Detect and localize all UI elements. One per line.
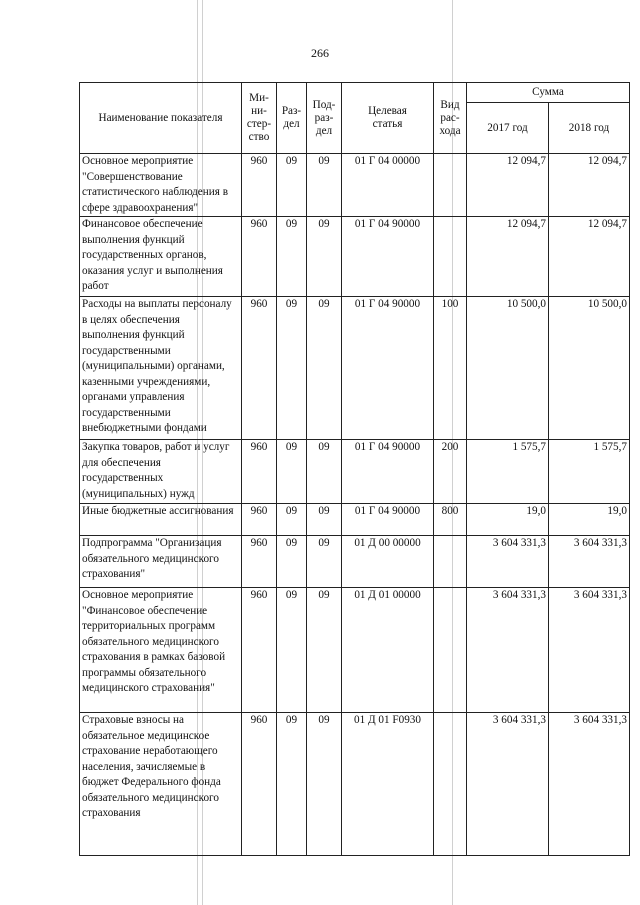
header-year-2018: 2018 год bbox=[549, 103, 630, 154]
row-name: Закупка товаров, работ и услуг для обеспечения государственных (муниципальных) нужд bbox=[80, 440, 242, 504]
row-subsection: 09 bbox=[307, 504, 342, 536]
row-sum-2017: 12 094,7 bbox=[467, 217, 549, 297]
table-row bbox=[80, 440, 630, 504]
row-section: 09 bbox=[277, 588, 307, 713]
row-subsection: 09 bbox=[307, 154, 342, 217]
table-row bbox=[80, 713, 630, 856]
row-ministry: 960 bbox=[242, 588, 277, 713]
row-target: 01 Д 01 F0930 bbox=[342, 713, 434, 856]
row-name: Страховые взносы на обязательное медицинское страхование неработающего населения, зачисляемые в бюджет Федерального фонда обязательного медицинского страхования bbox=[80, 713, 242, 856]
row-target: 01 Г 04 90000 bbox=[342, 504, 434, 536]
row-target: 01 Д 01 00000 bbox=[342, 588, 434, 713]
row-name: Расходы на выплаты персоналу в целях обеспечения выполнения функций государственными (муниципальными) органами, казенными учреждениями, органами управления государственными внебюджетными фондами bbox=[80, 297, 242, 440]
row-section: 09 bbox=[277, 297, 307, 440]
row-expense-type bbox=[434, 536, 467, 588]
row-sum-2017: 3 604 331,3 bbox=[467, 588, 549, 713]
row-sum-2017: 19,0 bbox=[467, 504, 549, 536]
row-sum-2017: 1 575,7 bbox=[467, 440, 549, 504]
page-number: 266 bbox=[311, 46, 329, 60]
row-section: 09 bbox=[277, 217, 307, 297]
row-expense-type: 800 bbox=[434, 504, 467, 536]
table-row bbox=[80, 504, 630, 536]
row-ministry: 960 bbox=[242, 536, 277, 588]
row-subsection: 09 bbox=[307, 713, 342, 856]
row-expense-type: 100 bbox=[434, 297, 467, 440]
header-subsection: Под- раз- дел bbox=[307, 83, 342, 154]
header-target: Целевая статья bbox=[342, 83, 434, 154]
table-row bbox=[80, 154, 630, 217]
row-section: 09 bbox=[277, 440, 307, 504]
row-target: 01 Г 04 90000 bbox=[342, 217, 434, 297]
row-name: Иные бюджетные ассигнования bbox=[80, 504, 242, 536]
table-row bbox=[80, 297, 630, 440]
row-section: 09 bbox=[277, 713, 307, 856]
row-name: Основное мероприятие "Финансовое обеспечение территориальных программ обязательного медицинского страхования в рамках базовой программы обязательного медицинского страхования" bbox=[80, 588, 242, 713]
row-subsection: 09 bbox=[307, 217, 342, 297]
row-ministry: 960 bbox=[242, 713, 277, 856]
row-sum-2017: 3 604 331,3 bbox=[467, 536, 549, 588]
row-sum-2018: 10 500,0 bbox=[549, 297, 630, 440]
header-name: Наименование показателя bbox=[80, 83, 242, 154]
row-subsection: 09 bbox=[307, 536, 342, 588]
table-row bbox=[80, 588, 630, 713]
budget-table bbox=[79, 82, 630, 856]
row-name: Подпрограмма "Организация обязательного медицинского страхования" bbox=[80, 536, 242, 588]
header-year-2017: 2017 год bbox=[467, 103, 549, 154]
row-section: 09 bbox=[277, 504, 307, 536]
row-sum-2018: 3 604 331,3 bbox=[549, 536, 630, 588]
table-row bbox=[80, 217, 630, 297]
row-expense-type bbox=[434, 588, 467, 713]
header-expense-type: Вид рас- хода bbox=[434, 83, 467, 154]
row-target: 01 Г 04 90000 bbox=[342, 440, 434, 504]
row-sum-2018: 12 094,7 bbox=[549, 217, 630, 297]
row-sum-2018: 3 604 331,3 bbox=[549, 588, 630, 713]
row-section: 09 bbox=[277, 154, 307, 217]
row-ministry: 960 bbox=[242, 504, 277, 536]
row-sum-2018: 1 575,7 bbox=[549, 440, 630, 504]
row-expense-type: 200 bbox=[434, 440, 467, 504]
row-subsection: 09 bbox=[307, 588, 342, 713]
row-subsection: 09 bbox=[307, 297, 342, 440]
row-sum-2017: 3 604 331,3 bbox=[467, 713, 549, 856]
row-ministry: 960 bbox=[242, 217, 277, 297]
row-subsection: 09 bbox=[307, 440, 342, 504]
row-expense-type bbox=[434, 217, 467, 297]
row-target: 01 Д 00 00000 bbox=[342, 536, 434, 588]
header-ministry: Ми- ни- стер- ство bbox=[242, 83, 277, 154]
row-target: 01 Г 04 00000 bbox=[342, 154, 434, 217]
row-target: 01 Г 04 90000 bbox=[342, 297, 434, 440]
row-expense-type bbox=[434, 154, 467, 217]
row-sum-2018: 19,0 bbox=[549, 504, 630, 536]
row-ministry: 960 bbox=[242, 440, 277, 504]
row-sum-2018: 3 604 331,3 bbox=[549, 713, 630, 856]
header-section: Раз- дел bbox=[277, 83, 307, 154]
row-sum-2018: 12 094,7 bbox=[549, 154, 630, 217]
row-name: Основное мероприятие "Совершенствование статистического наблюдения в сфере здравоохранения" bbox=[80, 154, 242, 217]
header-sum: Сумма bbox=[467, 83, 630, 103]
row-ministry: 960 bbox=[242, 297, 277, 440]
row-sum-2017: 10 500,0 bbox=[467, 297, 549, 440]
row-section: 09 bbox=[277, 536, 307, 588]
row-name: Финансовое обеспечение выполнения функций государственных органов, оказания услуг и выполнения работ bbox=[80, 217, 242, 297]
row-expense-type bbox=[434, 713, 467, 856]
row-ministry: 960 bbox=[242, 154, 277, 217]
table-row bbox=[80, 536, 630, 588]
row-sum-2017: 12 094,7 bbox=[467, 154, 549, 217]
